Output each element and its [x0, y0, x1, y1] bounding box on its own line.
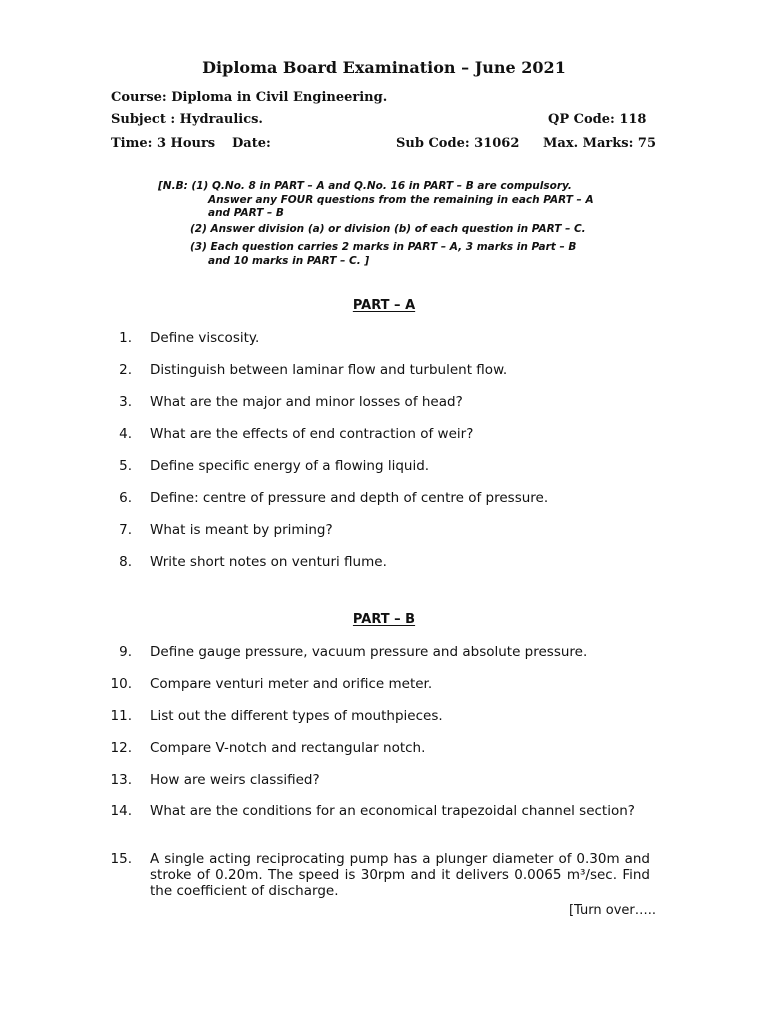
- question-number: 12.: [110, 740, 132, 756]
- question-number: 2.: [119, 362, 132, 378]
- part-a-heading-text: PART – A: [352, 298, 416, 313]
- qp-code: QP Code: 118: [548, 112, 647, 127]
- question-text: List out the different types of mouthpieces.: [150, 708, 443, 724]
- question-number: 1.: [119, 330, 132, 346]
- part-b-heading: [0, 612, 768, 627]
- question-number: 3.: [119, 394, 132, 410]
- question-text: Distinguish between laminar flow and turbulent flow.: [150, 362, 508, 378]
- max-marks: Max. Marks: 75: [543, 136, 657, 151]
- question-text: What are the major and minor losses of head?: [150, 394, 463, 410]
- part-b-heading-text: PART – B: [352, 612, 416, 627]
- question-number: 7.: [119, 522, 132, 538]
- question-number: 13.: [110, 772, 132, 788]
- date-line: Date:: [232, 136, 271, 151]
- question-text: How are weirs classified?: [150, 772, 320, 788]
- exam-title: Diploma Board Examination – June 2021: [202, 58, 566, 77]
- question-number: 8.: [119, 554, 132, 570]
- course-line: Course: Diploma in Civil Engineering.: [111, 90, 388, 105]
- turn-over-note: [Turn over…..: [568, 903, 656, 918]
- question-text: Define specific energy of a flowing liquid.: [150, 458, 430, 474]
- question-text: Compare V-notch and rectangular notch.: [150, 740, 426, 756]
- question-number: 10.: [110, 676, 132, 692]
- question-text: What is meant by priming?: [150, 522, 333, 538]
- question-text: A single acting reciprocating pump has a plunger diameter of 0.30m and stroke of 0.20m. The speed is 30rpm and it delivers 0.0065 m³/sec. Find the coefficient of discharge.: [150, 851, 650, 899]
- question-text: Define gauge pressure, vacuum pressure and absolute pressure.: [150, 644, 588, 660]
- instruction-line-5: (3) Each question carries 2 marks in PART – A, 3 marks in Part – B: [190, 241, 577, 253]
- question-number: 14.: [110, 803, 132, 819]
- question-text: What are the conditions for an economical trapezoidal channel section?: [150, 803, 635, 819]
- instruction-line-2: Answer any FOUR questions from the remaining in each PART – A: [208, 194, 594, 206]
- question-text: Write short notes on venturi flume.: [150, 554, 387, 570]
- question-text: Compare venturi meter and orifice meter.: [150, 676, 433, 692]
- question-number: 6.: [119, 490, 132, 506]
- instruction-line-1: [N.B: (1) Q.No. 8 in PART – A and Q.No. 16 in PART – B are compulsory.: [158, 180, 572, 192]
- question-number: 4.: [119, 426, 132, 442]
- question-number: 11.: [110, 708, 132, 724]
- question-number: 5.: [119, 458, 132, 474]
- instruction-line-6: and 10 marks in PART – C. ]: [208, 255, 370, 267]
- instruction-line-4: (2) Answer division (a) or division (b) of each question in PART – C.: [190, 223, 586, 235]
- question-number: 15.: [110, 851, 132, 867]
- question-text: Define viscosity.: [150, 330, 260, 346]
- sub-code: Sub Code: 31062: [396, 136, 520, 151]
- subject-line: Subject : Hydraulics.: [111, 112, 263, 127]
- part-a-heading: [0, 298, 768, 313]
- time-line: Time: 3 Hours: [111, 136, 216, 151]
- instruction-line-3: and PART – B: [208, 207, 284, 219]
- question-text: Define: centre of pressure and depth of centre of pressure.: [150, 490, 549, 506]
- question-number: 9.: [119, 644, 132, 660]
- question-text: What are the effects of end contraction of weir?: [150, 426, 474, 442]
